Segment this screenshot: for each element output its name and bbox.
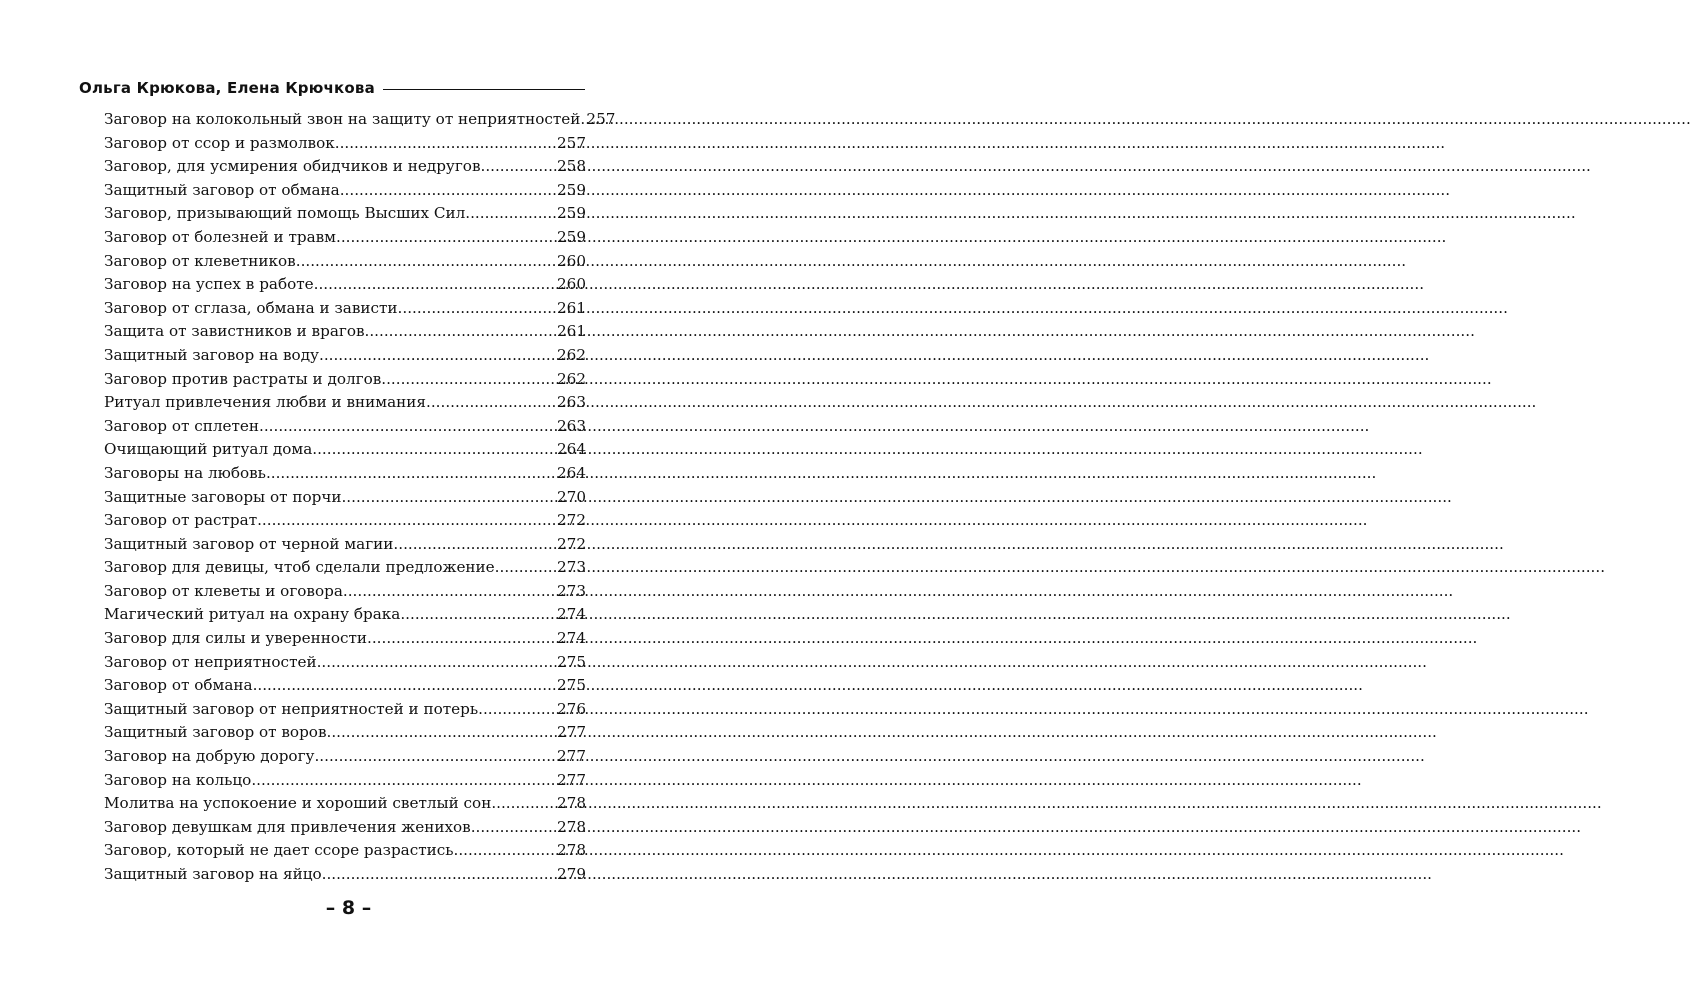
toc-dot-leader [398,297,557,321]
toc-entry-title: Заговор от клеветы и оговора [104,581,343,600]
toc-entry-title: Защита от завистников и врагов [104,322,365,341]
toc-dot-leader [312,438,557,462]
toc-dot-leader [317,651,557,675]
toc-dot-leader [341,486,557,510]
toc-entry-title: Защитный заговор на яйцо [104,865,322,883]
toc-entry-page: 276 [557,699,586,718]
toc-entry [104,580,586,604]
toc-entry [104,132,586,156]
toc-entry-title: Защитные заговоры от порчи [104,487,342,506]
toc-entry-title: Заговор против растраты и долгов [104,369,382,388]
toc-dot-leader [296,250,557,274]
toc-entry-page: 274 [557,605,586,624]
toc-entry-title: Заговор на кольцо [104,770,252,789]
toc-entry [104,721,586,745]
toc-entry-page: 258 [557,157,586,176]
toc-entry-title: Магический ритуал на охрану брака [104,605,401,624]
toc-dot-leader [471,816,557,840]
toc-entry-page: 273 [557,558,586,577]
toc-dot-leader [400,603,557,627]
toc-entry [104,438,586,462]
toc-entry-title: Заговор, призывающий помощь Высших Сил [104,204,466,223]
toc-dot-leader [251,769,557,793]
toc-entry-title: Заговор от неприятностей [104,652,317,671]
toc-entry-title: Заговор от сглаза, обмана и зависти [104,298,398,317]
toc-entry-page: 270 [557,487,586,506]
toc-entry-page: 259 [557,180,586,199]
toc-entry-title: Заговор на колокольный звон на защиту от неприятностей [104,110,581,128]
page-number: – 8 – [325,897,372,919]
toc-entry [104,839,586,863]
toc-entry [104,792,586,816]
toc-entry-title: Заговор на успех в работе [104,275,314,294]
toc-dot-leader [340,179,557,203]
toc-dot-leader [335,132,557,156]
toc-entry-page: 261 [557,322,586,341]
toc-entry-title: Заговоры на любовь [104,463,266,482]
toc-entry [104,250,586,274]
toc-entry [104,533,586,557]
toc-entry-title: Заговор для силы и уверенности [104,629,368,648]
toc-entry-page: 261 [557,298,586,317]
toc-entry [104,863,586,887]
toc-entry [104,415,586,439]
toc-dot-leader [367,627,557,651]
toc-dot-leader [253,674,557,698]
toc-entry [104,297,586,321]
toc-entry-page: 275 [557,676,586,695]
toc-entry-title: Заговор девушкам для привлечения женихов [104,817,471,836]
toc-entry [104,816,586,840]
toc-entry-page: 264 [557,463,586,482]
toc-entry [104,651,586,675]
toc-entry-title: Защитный заговор от воров [104,723,327,742]
toc-dot-leader [465,202,557,226]
toc-entry [104,698,586,722]
toc-entry [104,509,586,533]
toc-entry [104,202,586,226]
running-header [79,76,585,100]
toc-entry-title: Заговор от обмана [104,676,253,695]
toc-dot-leader [259,415,557,439]
toc-dot-leader [322,863,557,887]
toc-entry [104,674,586,698]
toc-entry-page: 262 [557,369,586,388]
toc-entry-page: 274 [557,629,586,648]
toc-entry [104,344,586,368]
toc-entry-page: 273 [557,581,586,600]
toc-dot-leader [365,320,557,344]
toc-dot-leader [495,556,557,580]
header-rule [383,89,585,90]
toc-entry [104,226,586,250]
toc-dot-leader [426,391,557,415]
toc-dot-leader [257,509,557,533]
toc-dot-leader [343,580,557,604]
toc-entry [104,368,586,392]
toc-entry-title: Заговор от болезней и травм [104,227,336,246]
toc-entry [104,273,586,297]
toc-entry [104,556,586,580]
toc-entry-page: 257 [557,133,586,152]
toc-entry-page: 263 [557,416,586,435]
toc-entry-title: Защитный заговор от обмана [104,180,340,199]
toc-entry-title: Очищающий ритуал дома [104,440,313,459]
toc-entry-page: 275 [557,652,586,671]
toc-dot-leader [266,462,557,486]
toc-entry [104,462,586,486]
toc-entry-title: Ритуал привлечения любви и внимания [104,393,427,412]
toc-entry-page: 262 [557,345,586,364]
toc-dot-leader [481,155,558,179]
toc-entry [104,155,586,179]
toc-entry-page: 259 [557,227,586,246]
toc-entry-title: Заговор от ссор и размолвок [104,133,335,152]
toc-entry-page: 259 [557,204,586,223]
toc-entry-title: Молитва на успокоение и хороший светлый сон [104,794,492,813]
toc-entry-title: Заговор от сплетен [104,416,260,435]
toc-dot-leader [381,368,557,392]
toc-dot-leader [327,721,558,745]
toc-entry [104,108,616,132]
toc-entry [104,769,586,793]
toc-dot-leader [393,533,557,557]
toc-entry-page: 263 [557,393,586,412]
toc-entry-page: 277 [557,770,586,789]
toc-entry-title: Заговор на добрую дорогу [104,747,315,766]
toc-dot-leader [314,745,557,769]
toc-entry [104,179,586,203]
toc-entry-title: Заговор, для усмирения обидчиков и недругов [104,157,481,176]
header-authors: Ольга Крюкова, Елена Крючкова [79,79,375,97]
toc-entry-page: 272 [557,534,586,553]
toc-entry [104,320,586,344]
toc-dot-leader [319,344,557,368]
toc-entry-page: 277 [557,723,586,742]
toc-entry-title: Заговор от растрат [104,511,258,530]
toc-entry-page: 257 [586,110,616,128]
toc-entry-page: 260 [557,275,586,294]
toc-dot-leader [314,273,557,297]
toc-entry-page: 272 [557,511,586,530]
toc-entry [104,486,586,510]
toc-dot-leader [454,839,557,863]
toc-entry-title: Защитный заговор от неприятностей и потерь [104,699,479,718]
toc-entry-title: Защитный заговор на воду [104,345,319,364]
toc-dot-leader [491,792,557,816]
toc-entry [104,603,586,627]
toc-entry [104,627,586,651]
toc-entry-title: Заговор для девицы, чтоб сделали предложение [104,558,495,577]
toc-entry-title: Заговор от клеветников [104,251,296,270]
toc-entry-title: Заговор, который не дает ссоре разрастись [104,841,454,860]
toc-entry-title: Защитный заговор от черной магии [104,534,394,553]
toc-entry-page: 260 [557,251,586,270]
toc-entry-page: 279 [557,865,586,883]
toc-entry-page: 278 [557,817,586,836]
toc-entry-page: 277 [557,747,586,766]
toc-entry-page: 264 [557,440,586,459]
toc-entry-page: 278 [557,841,586,860]
toc-dot-leader [336,226,557,250]
table-of-contents [104,108,616,887]
toc-entry-page: 278 [557,794,586,813]
toc-entry [104,391,586,415]
toc-entry [104,745,586,769]
toc-dot-leader [478,698,557,722]
